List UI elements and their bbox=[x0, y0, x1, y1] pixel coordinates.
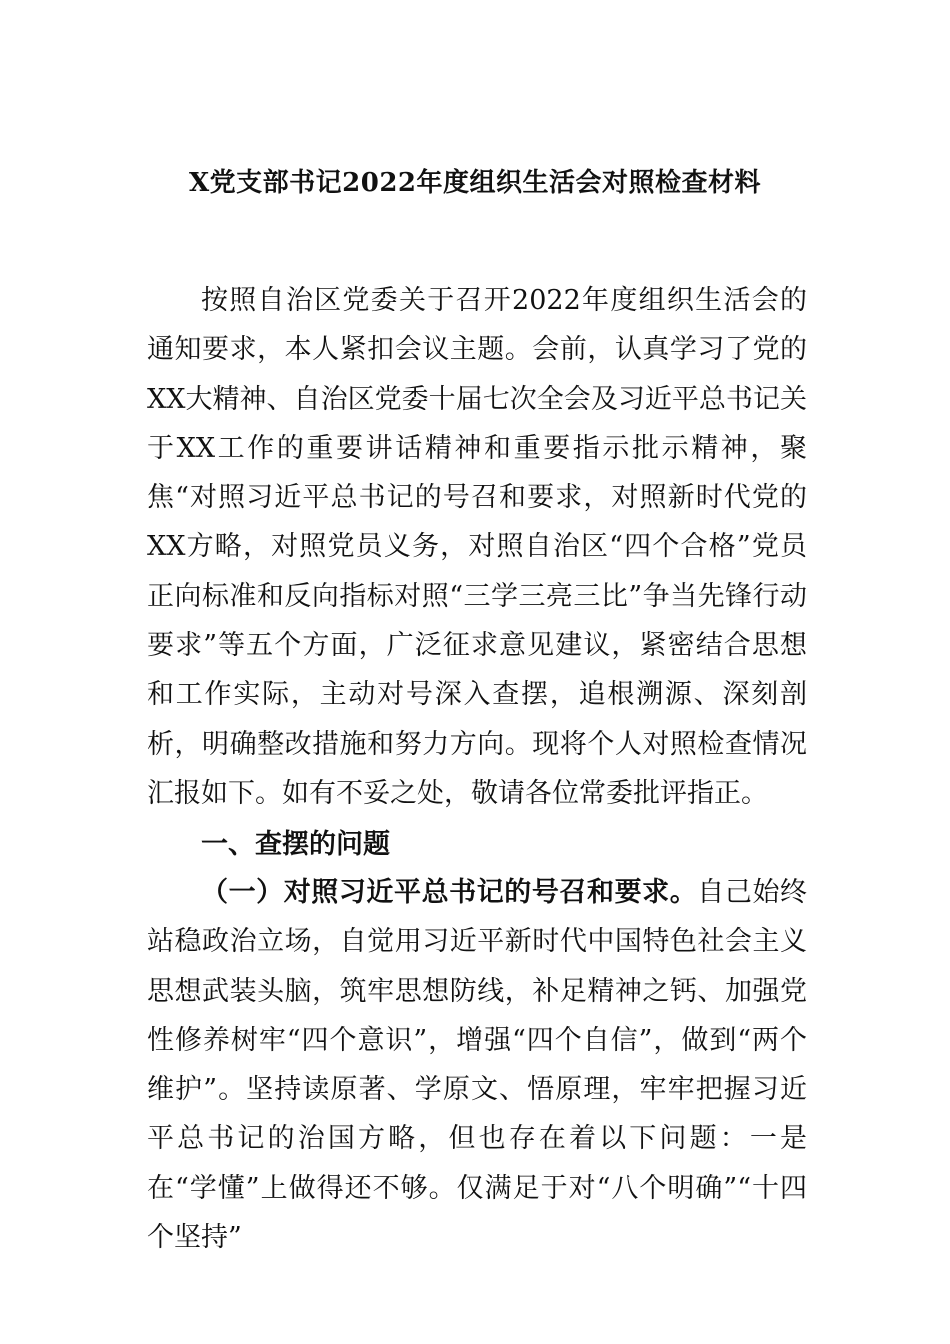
document-title: X党支部书记2022年度组织生活会对照检查材料 bbox=[188, 168, 762, 198]
subsection-body: 自己始终站稳政治立场，自觉用习近平新时代中国特色社会主义思想武装头脑，筑牢思想防线，补足精神之钙、加强党性修养树牢“四个意识”，增强“四个自信”，做到“两个维护”。坚持读原著、学原文、悟原理，牢牢把握习近平总书记的治国方略，但也存在着以下问题：一是在“学懂”上做得还不够。仅满足于对“八个明确”“十四个坚持” bbox=[147, 877, 808, 1254]
subsection-lead: （一）对照习近平总书记的号召和要求。 bbox=[201, 877, 698, 908]
section-heading: 一、查摆的问题 bbox=[201, 829, 390, 860]
subsection-paragraph bbox=[147, 868, 807, 1262]
intro-paragraph: 按照自治区党委关于召开2022年度组织生活会的通知要求，本人紧扣会议主题。会前，认真学习了党的XX大精神、自治区党委十届七次全会及习近平总书记关于XX工作的重要讲话精神和重要指示批示精神，聚焦“对照习近平总书记的号召和要求，对照新时代党的XX方略，对照党员义务，对照自治区“四个合格”党员正向标准和反向指标对照“三学三亮三比”争当先锋行动要求”等五个方面，广泛征求意见建议，紧密结合思想和工作实际，主动对号深入查摆，追根溯源、深刻剖析，明确整改措施和努力方向。现将个人对照检查情况汇报如下。如有不妥之处，敬请各位常委批评指正。 bbox=[147, 285, 807, 809]
